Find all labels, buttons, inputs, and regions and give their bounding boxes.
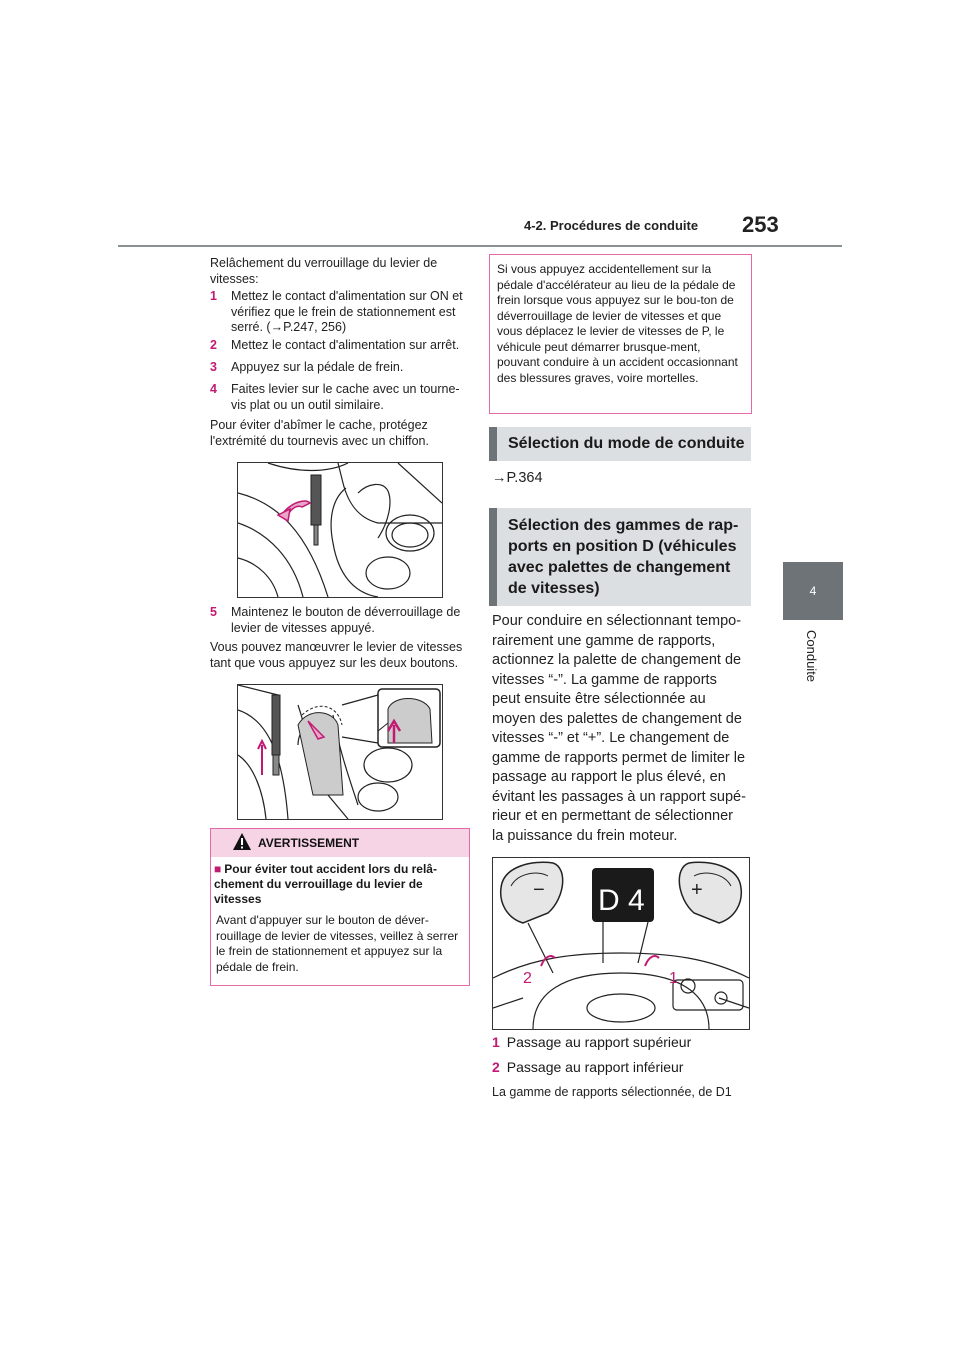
caution-text: Si vous appuyez accidentellement sur la pédale d'accélérateur au lieu de la pédale de frein lorsque vous appuyez sur le bou-ton de déverrouillage de levier de vitesses et que vous déplacez le levier de vitesses de P, le véhicule peut démarrer brusque-ment, pouvant conduire à un accident occasionnant des blessures graves, voire mortelles. xyxy=(497,262,738,385)
warning-triangle-icon xyxy=(232,832,252,851)
square-bullet-icon: ■ xyxy=(214,862,222,876)
caption-upshift: 1 Passage au rapport supérieur xyxy=(492,1034,692,1050)
step-number: 3 xyxy=(210,360,217,374)
step-number: 1 xyxy=(210,289,217,303)
warning-body: Avant d'appuyer sur le bouton de déver-rouillage de levier de vitesses, veillez à serrer le frein de stationnement et appuyez sur la pédale de frein. xyxy=(216,913,459,974)
step-text: Appuyez sur la pédale de frein. xyxy=(231,360,404,374)
step-number: 4 xyxy=(210,382,217,396)
figure-pry-cover xyxy=(237,462,443,598)
plus-label: + xyxy=(691,879,703,901)
pry-cover-illustration xyxy=(238,463,442,597)
caption-downshift: 2 Passage au rapport inférieur xyxy=(492,1059,684,1075)
step-number: 2 xyxy=(210,338,217,352)
step-text: Mettez le contact d'alimentation sur arrêt. xyxy=(231,338,460,352)
step-text: Faites levier sur le cache avec un tourne-vis plat ou un outil similaire. xyxy=(231,382,460,412)
warning-title: AVERTISSEMENT xyxy=(258,836,360,850)
heading-drive-mode: Sélection du mode de conduite xyxy=(489,427,751,461)
header-divider xyxy=(118,245,842,247)
callout-2: 2 xyxy=(523,970,532,987)
step-number: 5 xyxy=(210,605,217,619)
gear-range-body: Pour conduire en sélectionnant tempo-rairement une gamme de rapports, actionnez la palette de changement de vitesses “-”. La gamme de rapports peut ensuite être sélectionnée au moyen des palettes de changement de vitesses “-” et “+”. Le changement de gamme de rapports permet de limiter le passage au rapport le plus élevé, en évitant les passages à un rapport supé-rieur et en permettant de sélectionner la puissance du frein moteur. xyxy=(492,613,746,844)
chapter-label: Conduite xyxy=(804,630,819,683)
warning-subtitle: ■ Pour éviter tout accident lors du relâ-chement du verrouillage du levier de vitesses xyxy=(214,862,437,906)
figure-release-button xyxy=(237,684,443,820)
section-title: 4-2. Procédures de conduite xyxy=(524,218,699,233)
gear-display: D 4 xyxy=(598,884,645,917)
minus-label: − xyxy=(533,879,545,901)
page-number: 253 xyxy=(742,212,779,237)
callout-1: 1 xyxy=(669,970,678,987)
trailing-text: La gamme de rapports sélectionnée, de D1 xyxy=(492,1085,732,1099)
release-button-illustration xyxy=(238,685,442,819)
chapter-tab[interactable] xyxy=(783,562,843,620)
step-text: Maintenez le bouton de déverrouillage de levier de vitesses appuyé. xyxy=(231,605,461,635)
note-protect-screwdriver: Pour éviter d'abîmer le cache, protégez l'extrémité du tournevis avec un chiffon. xyxy=(210,418,429,448)
chapter-number: 4 xyxy=(809,584,817,598)
figure-paddle-shifters xyxy=(492,857,750,1030)
step-text: Mettez le contact d'alimentation sur ON et vérifiez que le frein de stationnement est serré. (→P.247, 256) xyxy=(231,289,463,334)
paddle-shifter-illustration xyxy=(493,858,749,1029)
intro-text: Relâchement du verrouillage du levier de vitesses: xyxy=(210,256,438,286)
drive-mode-reference[interactable]: →P.364 xyxy=(492,470,543,486)
note-both-buttons: Vous pouvez manœuvrer le levier de vitesses tant que vous appuyez sur les deux boutons. xyxy=(210,640,463,670)
heading-gear-range: Sélection des gammes de rap- ports en position D (véhicules avec palettes de changement de vitesses) xyxy=(489,508,751,606)
